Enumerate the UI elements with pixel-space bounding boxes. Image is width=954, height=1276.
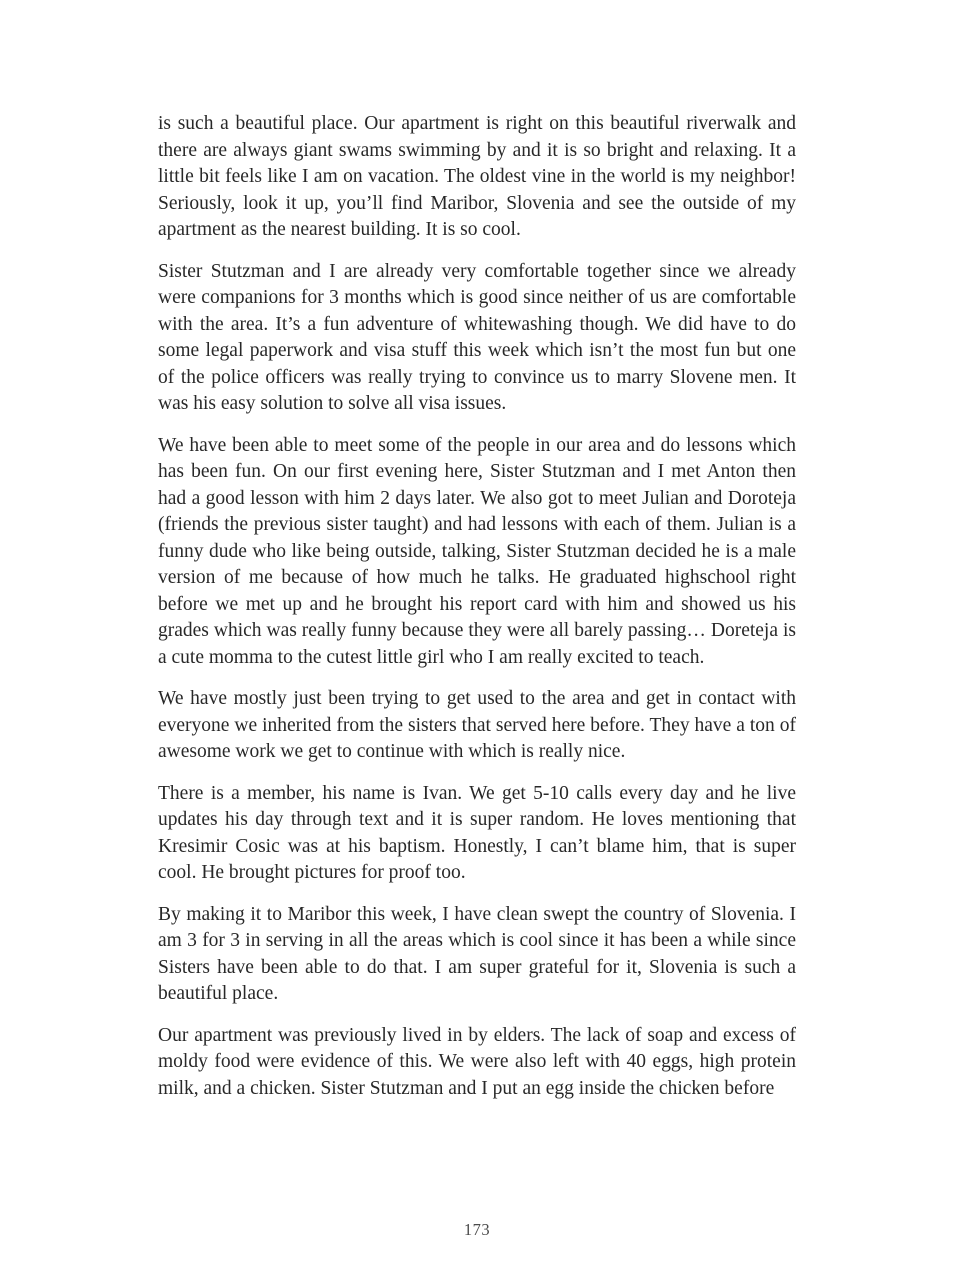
paragraph-7: Our apartment was previously lived in by elders. The lack of soap and excess of moldy food were evidence of this. We were also left with 40 eggs, high protein milk, and a chicken. Sister Stutzman and I put an egg inside the chicken before [158, 1024, 796, 1099]
paragraph-3: We have been able to meet some of the people in our area and do lessons which has been fun. On our first evening here, Sister Stutzman and I met Anton then had a good lesson with him 2 days later. We also got to meet Julian and Doroteja (friends the previous sister taught) and had lessons with each of them. Julian is a funny dude who like being outside, talking, Sister Stutzman decided he is a male version of me because of how much he talks. He graduated highschool right before we met up and he brought his report card with him and showed us his grades which was really funny because they were all barely passing… Doreteja is a cute momma to the cutest little girl who I am really excited to teach. [158, 434, 796, 668]
paragraph-1: is such a beautiful place. Our apartment is right on this beautiful riverwalk and there are always giant swams swimming by and it is so bright and relaxing. It a little bit feels like I am on vacation. The oldest vine in the world is my neighbor! Seriously, look it up, you’ll find Maribor, Slovenia and see the outside of my apartment as the nearest building. It is so cool. [158, 113, 796, 240]
body-text [158, 111, 796, 1117]
paragraph-4: We have mostly just been trying to get used to the area and get in contact with everyone we inherited from the sisters that served here before. They have a ton of awesome work we get to continue with which is really nice. [158, 688, 796, 762]
paragraph-2: Sister Stutzman and I are already very comfortable together since we already were companions for 3 months which is good since neither of us are comfortable with the area. It’s a fun adventure of whitewashing though. We did have to do some legal paperwork and visa stuff this week which isn’t the most fun but one of the police officers was really trying to convince us to marry Slovene men. It was his easy solution to solve all visa issues. [158, 260, 796, 414]
paragraph-6: By making it to Maribor this week, I have clean swept the country of Slovenia. I am 3 for 3 in serving in all the areas which is cool since it has been a while since Sisters have been able to do that. I am super grateful for it, Slovenia is such a beautiful place. [158, 903, 796, 1004]
page-number: 173 [463, 1220, 491, 1239]
paragraph-5: There is a member, his name is Ivan. We get 5-10 calls every day and he live updates his day through text and it is super random. He loves mentioning that Kresimir Cosic was at his baptism. Honestly, I can’t blame him, that is super cool. He brought pictures for proof too. [158, 782, 796, 883]
